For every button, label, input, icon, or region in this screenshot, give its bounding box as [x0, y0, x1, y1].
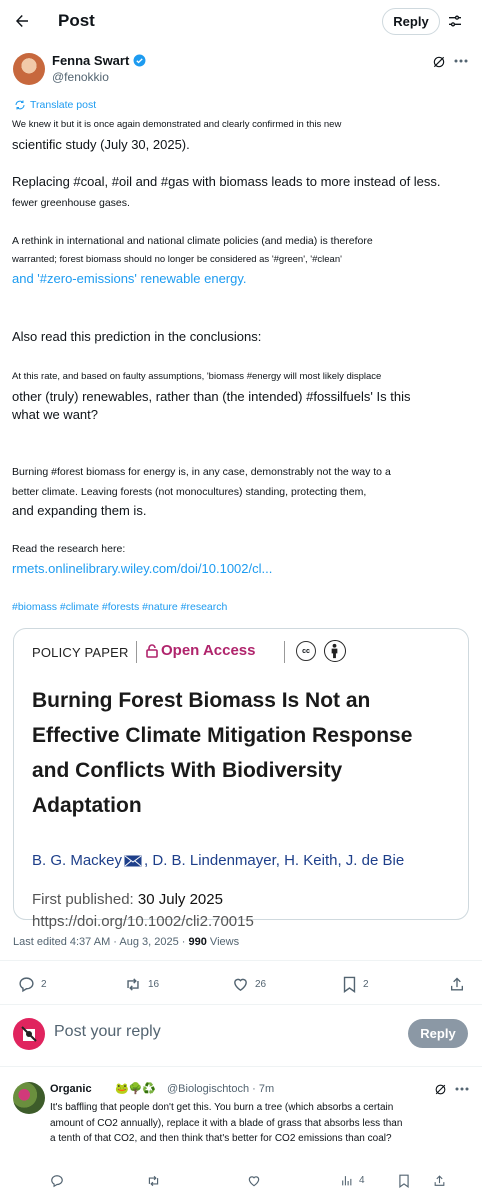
repost-icon [146, 1174, 161, 1188]
heart-icon [232, 976, 249, 993]
link-preview-card[interactable] [13, 628, 469, 930]
reply-bookmark-action[interactable] [398, 1174, 410, 1188]
like-action[interactable]: 26 [232, 976, 266, 993]
grok-icon[interactable] [432, 55, 446, 69]
divider [0, 960, 482, 961]
reply-action[interactable]: 2 [18, 976, 47, 993]
post-text-line: and expanding them is. [12, 503, 147, 518]
share-action[interactable] [449, 976, 465, 993]
back-arrow-icon[interactable] [13, 12, 31, 30]
paper-title-line: and Conflicts With Biodiversity [32, 759, 343, 782]
repost-action[interactable]: 16 [124, 976, 159, 993]
author-handle[interactable]: @fenokkio [52, 70, 109, 84]
reply-repost-action[interactable] [146, 1174, 161, 1188]
post-text-hashtags[interactable]: and '#zero-emissions' renewable energy. [12, 271, 247, 286]
divider [0, 1004, 482, 1005]
mail-icon [124, 855, 142, 867]
post-text-line: We knew it but it is once again demonstrated and clearly confirmed in this new [12, 119, 342, 130]
post-text-line: Also read this prediction in the conclusions: [12, 329, 262, 344]
reply-author-emoji: 🐸🌳♻️ [115, 1083, 157, 1095]
comment-icon [50, 1174, 64, 1188]
post-text-line: what we want? [12, 407, 98, 422]
reply-text-line: amount of CO2 annually), replace it with a blade of grass that absorbs less than [50, 1118, 403, 1129]
reply-like-action[interactable] [247, 1174, 261, 1188]
post-text-line: fewer greenhouse gases. [12, 197, 130, 209]
post-text-line: A rethink in international and national climate policies (and media) is therefore [12, 235, 373, 247]
hashtags[interactable]: #biomass #climate #forests #nature #research [12, 601, 228, 613]
reply-filter-button[interactable]: Reply [382, 8, 440, 35]
profile-picture-icon [19, 1024, 39, 1044]
settings-sliders-icon[interactable] [447, 13, 463, 29]
attribution-person-icon [324, 640, 346, 662]
paper-authors: B. G. Mackey , D. B. Lindenmayer, H. Keith, J. de Bie [32, 852, 405, 869]
policy-paper-label: POLICY PAPER [32, 645, 129, 660]
author-avatar[interactable] [13, 53, 45, 85]
bookmark-icon [342, 976, 357, 993]
doi-line: https://doi.org/10.1002/cli2.70015 [32, 913, 254, 930]
first-published: First published: 30 July 2025 [32, 891, 223, 908]
divider [0, 1066, 482, 1067]
post-text-line: Replacing #coal, #oil and #gas with biomass leads to more instead of less. [12, 174, 441, 189]
more-options-icon[interactable] [454, 58, 468, 64]
post-text-line: Burning #forest biomass for energy is, in any case, demonstrably not the way to a [12, 466, 391, 478]
verified-badge-icon [133, 54, 146, 67]
reply-input[interactable]: Post your reply [54, 1023, 161, 1040]
post-text-line: better climate. Leaving forests (not monocultures) standing, protecting them, [12, 486, 367, 498]
heart-icon [247, 1174, 261, 1188]
comment-icon [18, 976, 35, 993]
post-text-line: Read the research here: [12, 543, 126, 555]
translate-icon [14, 99, 26, 111]
page-title: Post [58, 11, 95, 30]
translate-post-link[interactable]: Translate post [14, 99, 96, 111]
paper-title-line: Effective Climate Mitigation Response [32, 724, 413, 747]
open-access-label: Open Access [146, 642, 256, 659]
more-options-icon[interactable] [455, 1086, 469, 1092]
bookmark-action[interactable]: 2 [342, 976, 369, 993]
research-link[interactable]: rmets.onlinelibrary.wiley.com/doi/10.1002/cl... [12, 561, 273, 576]
divider [136, 641, 137, 663]
grok-icon[interactable] [434, 1083, 447, 1096]
creative-commons-icon: cc [296, 641, 316, 661]
reply-share-action[interactable] [433, 1174, 446, 1188]
bookmark-icon [398, 1174, 410, 1188]
reply-text-line: a tenth of that CO2, and then think that's better for CO2 emissions than coal? [50, 1133, 392, 1144]
reply-views-action[interactable]: 4 [340, 1174, 365, 1187]
paper-title-line: Burning Forest Biomass Is Not an [32, 689, 371, 712]
share-icon [433, 1174, 446, 1188]
views-chart-icon [340, 1174, 353, 1187]
author-name[interactable]: Fenna Swart [52, 53, 146, 68]
reply-author-handle[interactable]: @Biologischtoch · 7m [167, 1083, 275, 1095]
reply-author-avatar[interactable] [13, 1082, 45, 1114]
divider [284, 641, 285, 663]
paper-title-line: Adaptation [32, 794, 142, 817]
reply-author-name[interactable]: Organic [50, 1083, 92, 1095]
post-text-line: scientific study (July 30, 2025). [12, 137, 190, 152]
unlock-icon [146, 644, 158, 658]
post-text-line: warranted; forest biomass should no longer be considered as '#green', '#clean' [12, 254, 342, 265]
post-text-line: At this rate, and based on faulty assumptions, 'biomass #energy will most likely displace [12, 371, 382, 382]
post-meta: Last edited 4:37 AM · Aug 3, 2025 · 990 Views [13, 936, 240, 948]
my-avatar[interactable] [13, 1018, 45, 1050]
post-text-line: other (truly) renewables, rather than (the intended) #fossilfuels' Is this [12, 389, 411, 404]
reply-comment-action[interactable] [50, 1174, 64, 1188]
reply-submit-button[interactable]: Reply [408, 1019, 468, 1048]
share-icon [449, 976, 465, 993]
repost-icon [124, 976, 142, 993]
reply-text-line: It's baffling that people don't get this. You burn a tree (which absorbs a certain [50, 1102, 394, 1113]
